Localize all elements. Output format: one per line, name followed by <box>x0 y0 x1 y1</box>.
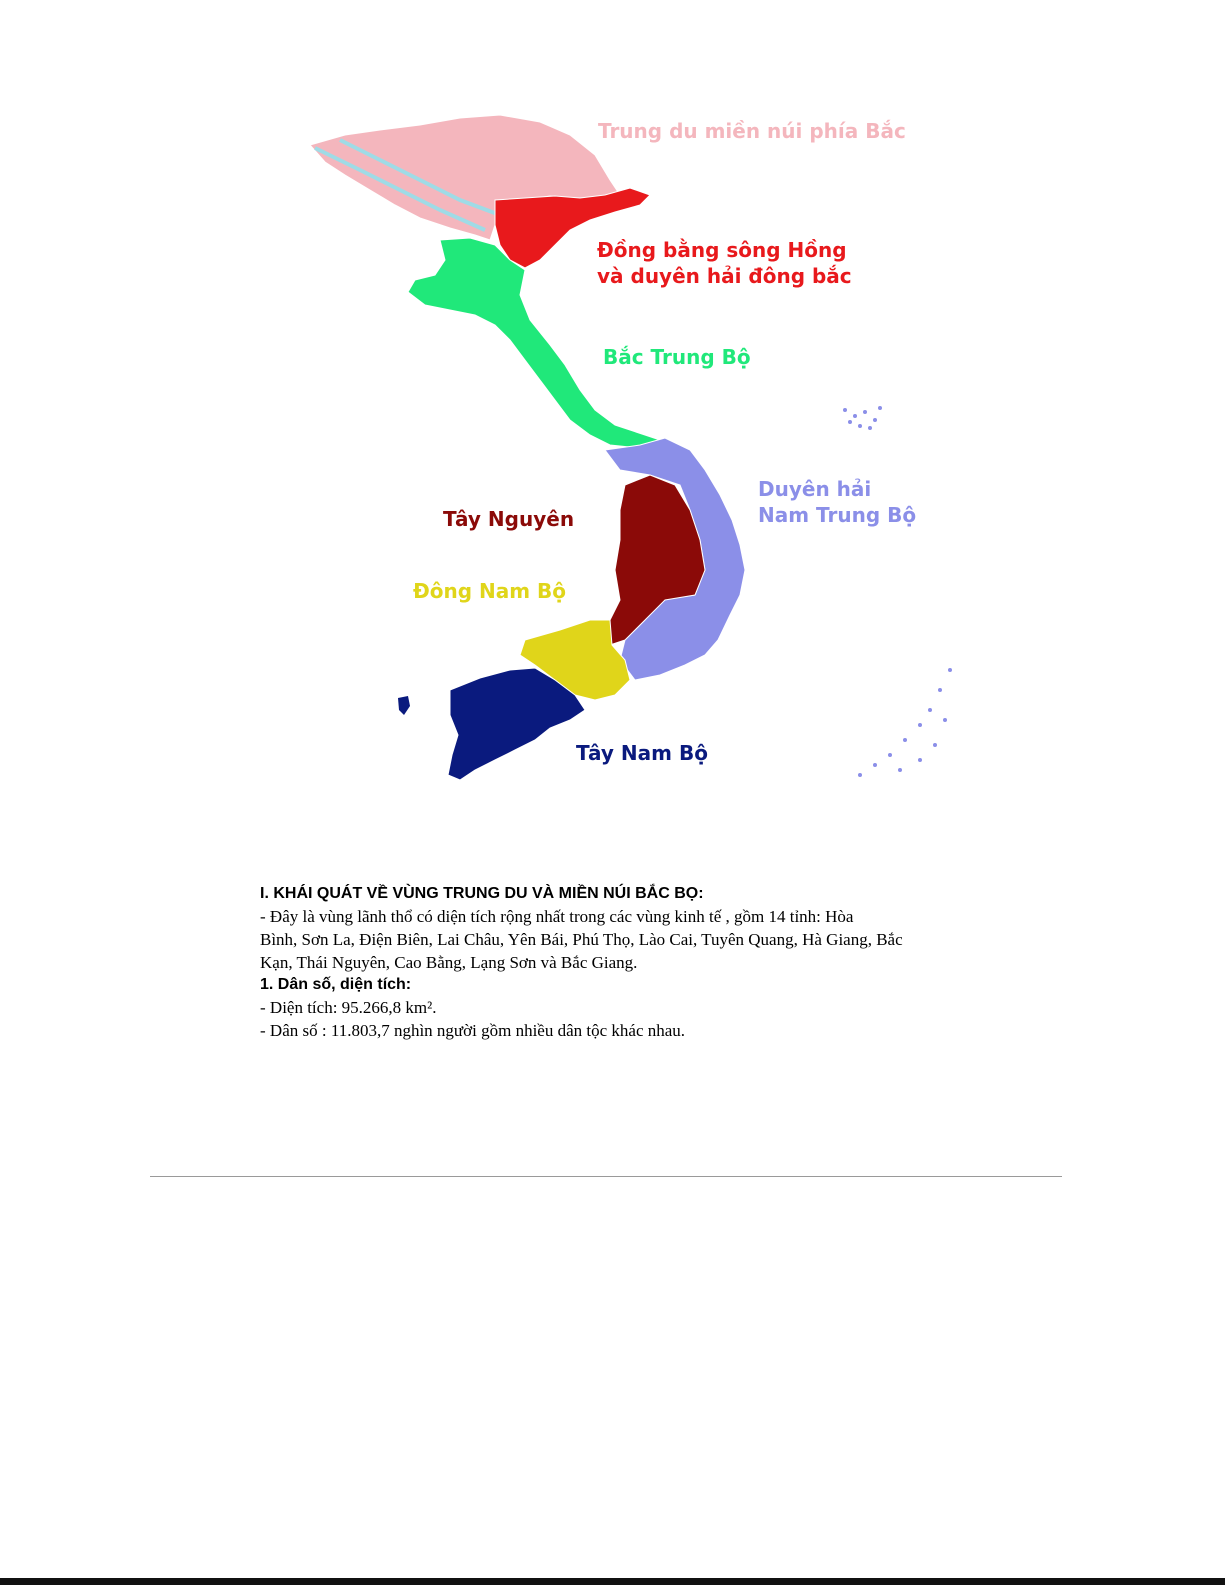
paracel-islands <box>843 406 882 430</box>
label-southeast: Đông Nam Bộ <box>413 579 567 603</box>
intro-line-2: Bình, Sơn La, Điện Biên, Lai Châu, Yên Bái, Phú Thọ, Lào Cai, Tuyên Quang, Hà Giang, Bắc <box>260 930 903 949</box>
area-line: - Diện tích: 95.266,8 km². <box>260 998 437 1017</box>
page-divider <box>150 1176 1062 1177</box>
label-mekong: Tây Nam Bộ <box>576 741 708 765</box>
phu-quoc-island <box>398 696 410 715</box>
label-red-river-2: và duyên hải đông bắc <box>597 264 852 288</box>
document-body <box>260 883 1020 1042</box>
map-graphic <box>300 100 960 800</box>
vietnam-regions-map <box>300 100 960 800</box>
intro-line-1: - Đây là vùng lãnh thổ có diện tích rộng nhất trong các vùng kinh tế , gồm 14 tỉnh: Hòa <box>260 907 854 926</box>
label-red-river-1: Đồng bằng sông Hồng <box>597 238 847 262</box>
spratly-islands <box>858 668 952 777</box>
label-south-central-2: Nam Trung Bộ <box>758 503 917 527</box>
label-highlands: Tây Nguyên <box>443 507 575 531</box>
page-bottom-edge <box>0 1578 1225 1585</box>
section-heading: I. KHÁI QUÁT VỀ VÙNG TRUNG DU VÀ MIỀN NÚI BẮC BỌ: <box>260 885 704 902</box>
label-north-central: Bắc Trung Bộ <box>603 345 751 369</box>
subsection-heading: 1. Dân số, diện tích: <box>260 976 412 993</box>
intro-line-3: Kạn, Thái Nguyên, Cao Bằng, Lạng Sơn và Bắc Giang. <box>260 953 638 972</box>
population-line: - Dân số : 11.803,7 nghìn người gồm nhiều dân tộc khác nhau. <box>260 1021 686 1040</box>
label-north: Trung du miền núi phía Bắc <box>598 119 906 143</box>
label-south-central-1: Duyên hải <box>758 477 872 501</box>
